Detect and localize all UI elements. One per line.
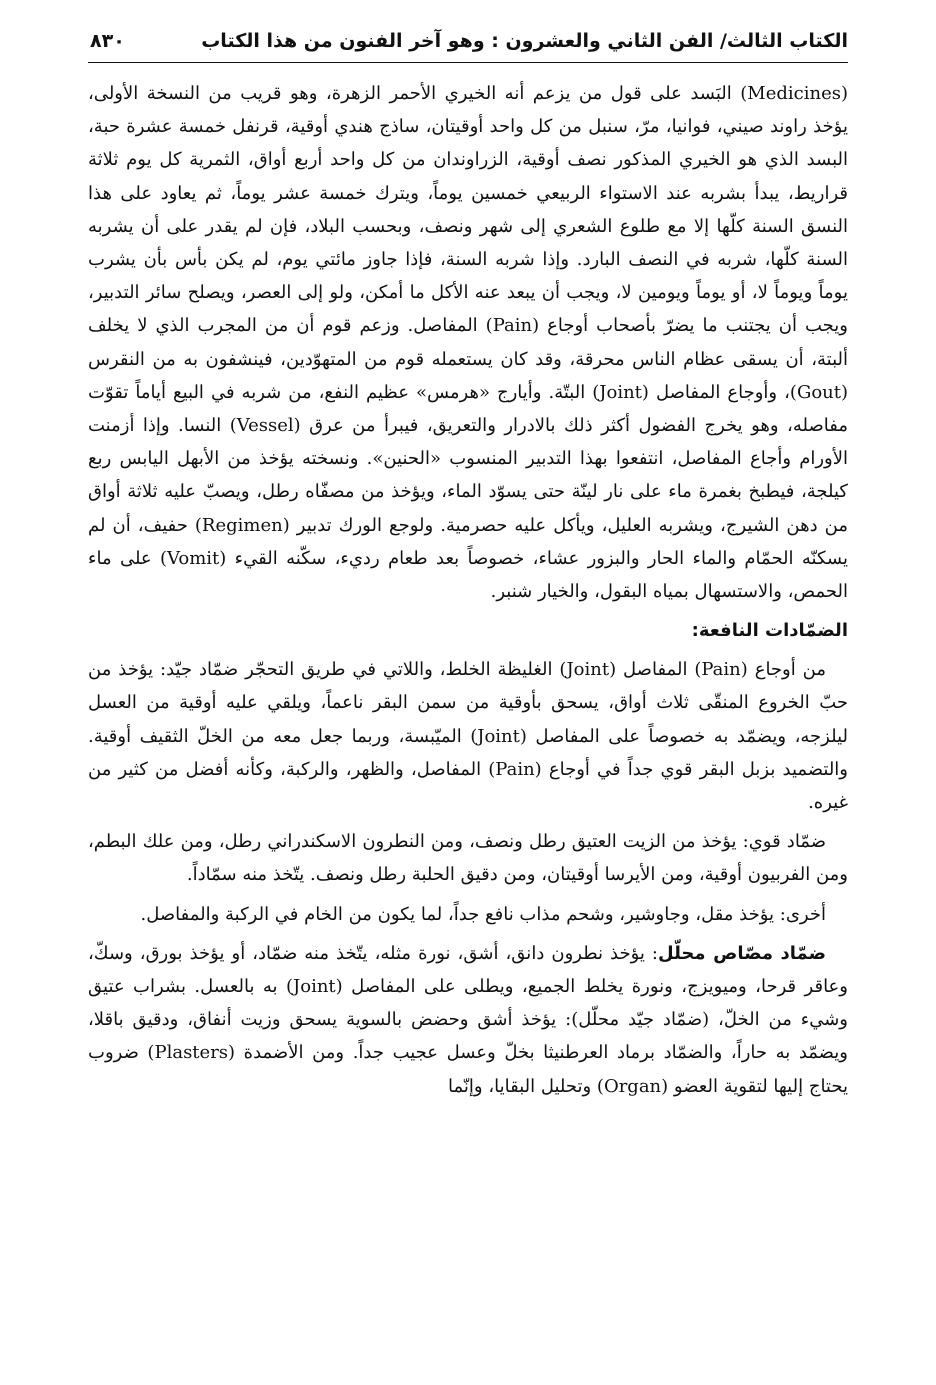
paragraph: ضمّاد قوي: يؤخذ من الزيت العتيق رطل ونصف، ومن النطرون الاسكندراني رطل، ومن علك البطم، ومن الفربيون أوقية، ومن الأيرسا أوقيتان، ومن دقيق الحلبة رطل ونصف. يتّخذ منه سمّاداً. bbox=[88, 831, 848, 886]
run-in-heading: ضمّاد مصّاص محلّل bbox=[658, 942, 826, 964]
paragraph: (Medicines) البَسد على قول من يزعم أنه الخيري الأحمر الزهرة، وهو قريب من النسخة الأولى، يؤخذ راوند صيني، فوانيا، مرّ، سنبل من كل واحد أوقيتان، ساذج هندي أوقية، قرنفل خمسة عشرة حبة، البسد الذي هو الخيري المذكور نصف أوقية، الزراوندان من كل واحد أربع أواق، الثمرية كل يوم ثلاثة قراريط، يبدأ بشربه عند الاستواء الربيعي خمسين يوماً، ويترك خمسة عشر يوماً، ثم يعاود على هذا النسق السنة كلّها إلا مع طلوع الشعري إلى شهر ونصف، وبحسب البلاد، فإن لم يقدر على أن يشربه السنة كلّها، شربه في النصف البارد. وإذا شربه السنة، فإذا جاوز مائتي يوم، لم يكن بأس بأن يشرب يوماً ويوماً لا، أو يوماً ويومين لا، ويجب أن يبعد عنه الأكل ما أمكن، ولو إلى العصر، ويصلح سائر التدبير، ويجب أن يجتنب ما يضرّ بأصحاب أوجاع (Pain) المفاصل. وزعم قوم أن من المجرب الذي لا يخلف ألبتة، أن يسقى عظام الناس محرقة، وقد كان يستعمله قوم من المتهوّدين، فينشفون به من النقرس (Gout)، وأوجاع المفاصل (Joint) البتّة. وأيارج «هرمس» عظيم النفع، من شربه في البيع أياماً تقوّت مفاصله، وهو يخرج الفضول أكثر ذلك بالادرار والتعريق، فيبرأ من عرق (Vessel) النسا. وإذا أزمنت الأورام وأجاع المفاصل، انتفعوا بهذا التدبير المنسوب «الحنين». ونسخته يؤخذ من الأبهل اليابس ربع كيلجة، فيطبخ بغمرة ماء على نار لينّة حتى يسوّد الماء، ويؤخذ من مصفّاه رطل، ويصبّ عليه ثلاثة أواق من دهن الشيرج، ويشربه العليل، ويأكل عليه حصرمية. ولوجع الورك تدبير (Regimen) حفيف، أن لم يسكنّه الحمّام والماء الحار والبزور عشاء، خصوصاً بعد طعام رديء، سكّنه القيء (Vomit) على ماء الحمص، والاستسهال بمياه البقول، والخيار شنبر. bbox=[88, 83, 849, 603]
header-title: الكتاب الثالث/ الفن الثاني والعشرون : وهو آخر الفنون من هذا الكتاب bbox=[201, 30, 848, 52]
paragraph-text: : يؤخذ نطرون دانق، أشق، نورة مثله، يتّخذ منه ضمّاد، أو يؤخذ بورق، وسكّ، وعاقر قرحا، وميويزج، ونورة يخلط الجميع، ويطلى على المفاصل (Joint) به بالعسل. بشراب عتيق وشيء من الخلّ، (ضمّاد جيّد محلّل): يؤخذ أشق وحضض بالسوية يسحق وزيت أنفاق، ودقيق باقلا، ويضمّد به حاراً، والضمّاد برماد العرطنيثا بخلّ وعسل عجيب جداً. ومن الأضمدة (Plasters) ضروب يحتاج إليها لتقوية العضو (Organ) وتحليل البقايا، وإنّما bbox=[88, 942, 848, 1097]
page-body bbox=[88, 77, 848, 1103]
paragraph: من أوجاع (Pain) المفاصل (Joint) الغليظة الخلط، واللاتي في طريق التحجّر ضمّاد جيّد: يؤخذ من حبّ الخروع المنقّى ثلاث أواق، يسحق بأوقية من سمن البقر ناعماً، ويلقي عليه أوقية من العسل ليلزجه، ويضمّد به خصوصاً على المفاصل (Joint) الميّبسة، وربما جعل معه من الخلّ الثقيف أوقية. والتضميد بزبل البقر قوي جداً في أوجاع (Pain) المفاصل، والظهر، والركبة، وكأنه أفضل من كثير من غيره. bbox=[88, 659, 848, 814]
page-number: ٨٣٠ bbox=[90, 30, 125, 52]
section-heading: الضمّادات النافعة: bbox=[691, 620, 848, 642]
paragraph bbox=[88, 937, 848, 1103]
paragraph: أخرى: يؤخذ مقل، وجاوشير، وشحم مذاب نافع جداً، لما يكون من الخام في الركبة والمفاصل. bbox=[140, 903, 826, 925]
book-page bbox=[88, 26, 848, 1366]
running-header bbox=[88, 26, 848, 63]
